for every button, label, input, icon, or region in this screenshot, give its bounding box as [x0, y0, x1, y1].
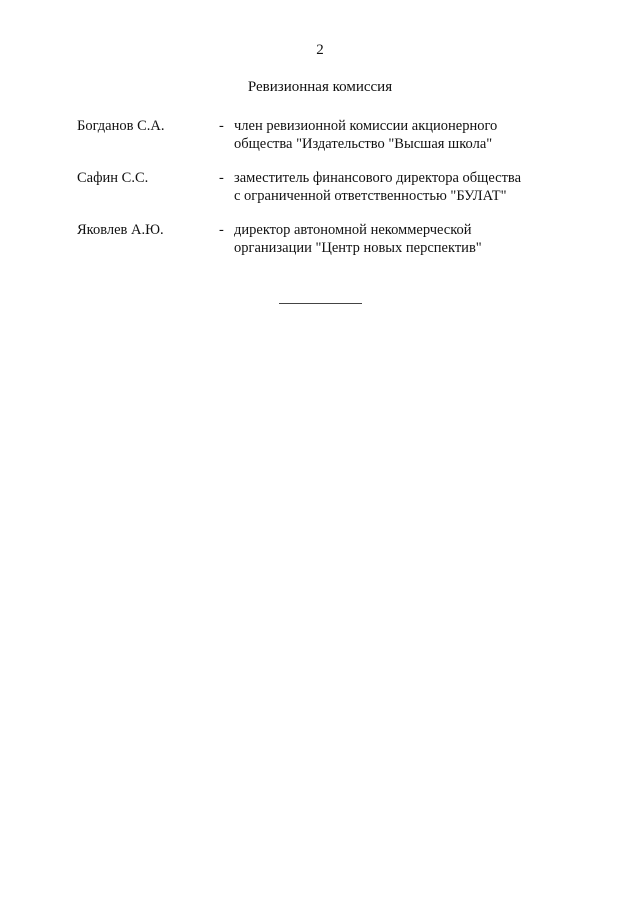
member-name: Богданов С.А. — [77, 118, 165, 134]
member-description-line: общества "Издательство "Высшая школа" — [234, 136, 493, 152]
member-description — [234, 117, 564, 153]
page-number: 2 — [316, 42, 324, 58]
member-description-line: заместитель финансового директора общества — [234, 170, 522, 186]
section-title: Ревизионная комиссия — [247, 79, 393, 95]
member-description-line: директор автономной некоммерческой — [234, 222, 472, 238]
member-name: Яковлев А.Ю. — [77, 222, 164, 238]
member-list — [0, 117, 640, 273]
member-description — [234, 221, 564, 257]
member-dash: - — [219, 222, 224, 238]
member-description-line: с ограниченной ответственностью "БУЛАТ" — [234, 188, 507, 204]
end-divider-line — [279, 303, 362, 304]
member-name: Сафин С.С. — [77, 170, 149, 186]
member-row — [0, 117, 640, 169]
member-description — [234, 169, 564, 205]
member-row — [0, 221, 640, 273]
member-dash: - — [219, 118, 224, 134]
member-description-line: организации "Центр новых перспектив" — [234, 240, 482, 256]
member-description-line: член ревизионной комиссии акционерного — [234, 118, 498, 134]
member-dash: - — [219, 170, 224, 186]
member-row — [0, 169, 640, 221]
